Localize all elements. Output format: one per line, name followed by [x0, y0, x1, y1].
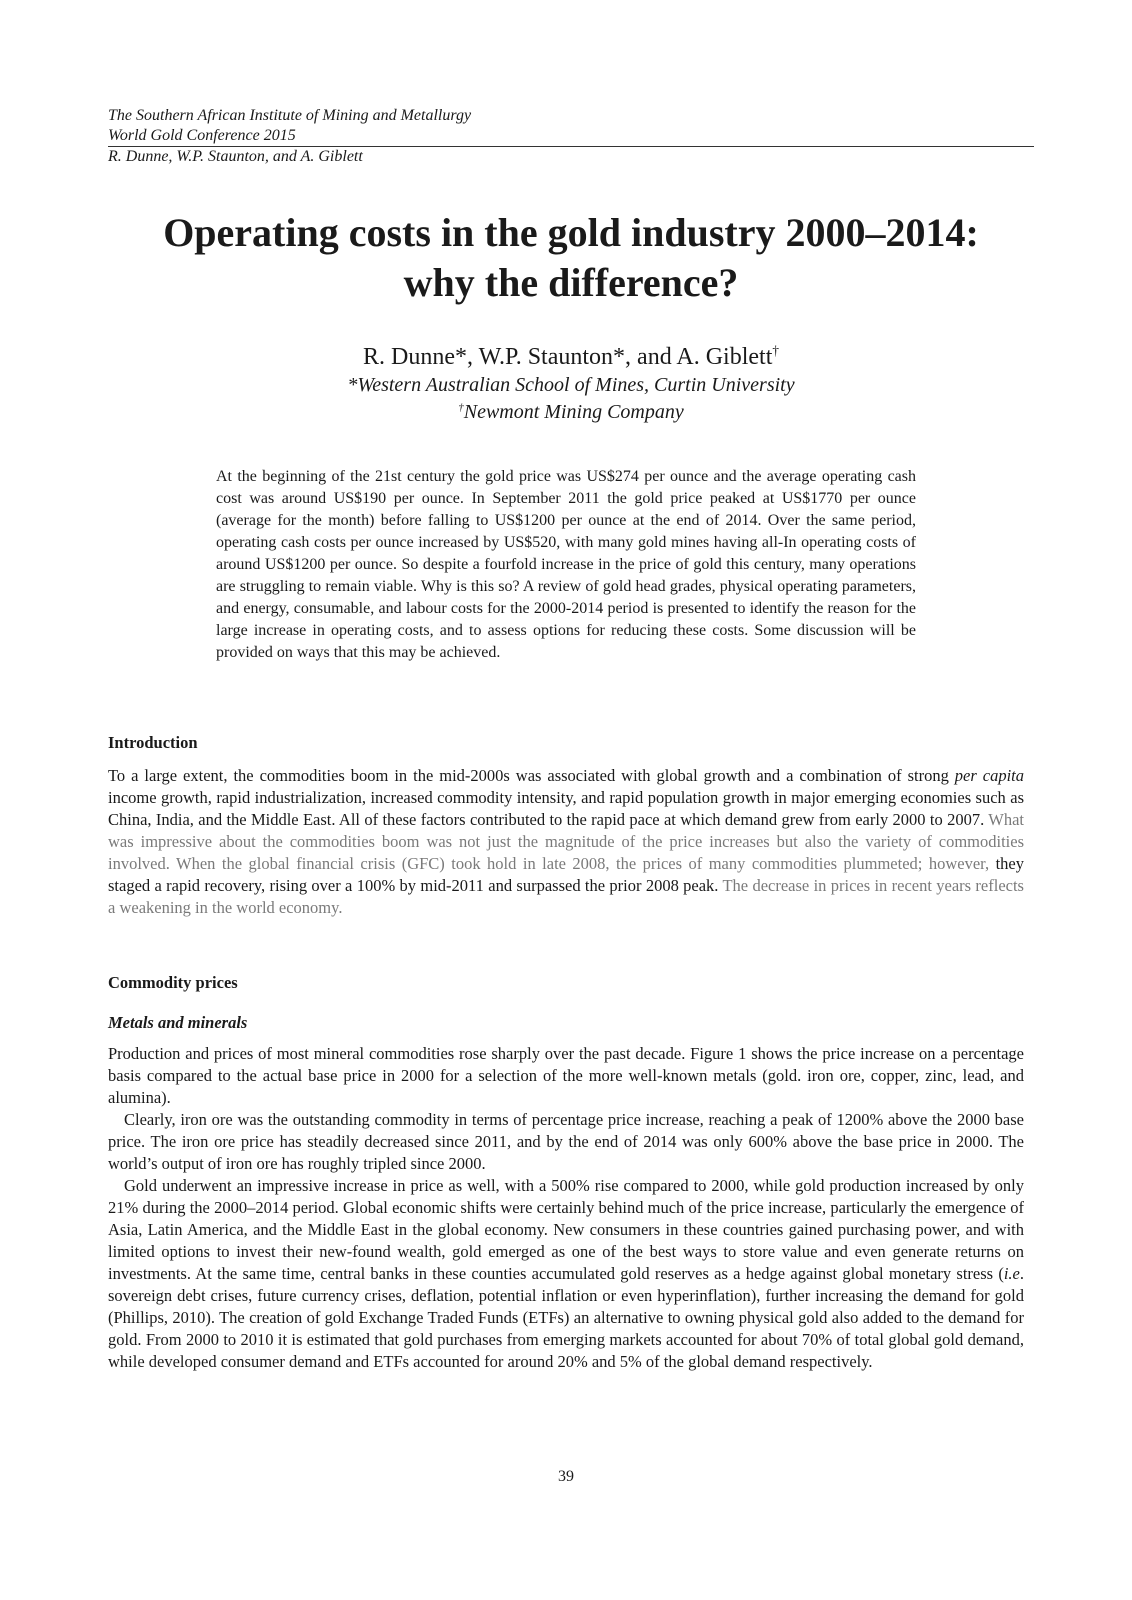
affiliation-2-text: Newmont Mining Company [463, 401, 684, 423]
commodity-prices-section [108, 972, 1024, 1373]
intro-text-b: income growth, rapid industrialization, increased commodity intensity, and rapid population growth in major emerging economies such as China, India, and the Middle East. All of these factors contributed to the rapid pace at which demand grew from early 2000 to 2007. [108, 788, 1024, 829]
author-names-text: R. Dunne*, W.P. Staunton*, and A. Giblett [363, 344, 773, 370]
intro-text-c: they staged a rapid recovery, rising over a 100% by mid-2011 and surpassed the prior 2008 peak. [108, 854, 1024, 895]
page-number: 39 [558, 1468, 574, 1485]
metals-minerals-subheading: Metals and minerals [108, 1013, 248, 1032]
running-header [108, 106, 1034, 167]
conference-organization: The Southern African Institute of Mining and Metallurgy [108, 107, 472, 124]
title-line-2: why the difference? [403, 260, 739, 305]
dagger-mark-affiliation: † [458, 401, 464, 414]
intro-faded-text-1: What was impressive about the commodities boom was not just the magnitude of the price increases but also the variety of commodities involved. When the global financial crisis (GFC) took hold in late 2008, the prices of many commodities plummeted; however, [108, 810, 1024, 873]
conference-name: World Gold Conference 2015 [108, 127, 296, 144]
commodity-p3-text-a: Gold underwent an impressive increase in price as well, with a 500% rise compared to 2000, while gold production increased by only 21% during the 2000–2014 period. Global economic shifts were certainly behind much of the price increase, particularly the emergence of Asia, Latin America, and the Middle East in the global economy. New consumers in these countries gained purchasing power, and with limited options to invest their new-found wealth, gold emerged as one of the best ways to store value and even generate returns on investments. At the same time, central banks in these counties accumulated gold reserves as a hedge against global monetary stress ( [108, 1176, 1024, 1283]
intro-faded-text-2: The decrease in prices in recent years reflects a weakening in the world economy. [108, 876, 1024, 917]
paper-title [108, 208, 1034, 308]
introduction-heading: Introduction [108, 733, 198, 752]
author-block [108, 342, 1034, 426]
dagger-mark: † [772, 343, 779, 358]
running-authors: R. Dunne, W.P. Staunton, and A. Giblett [108, 148, 363, 165]
affiliation-1: *Western Australian School of Mines, Curtin University [347, 374, 795, 396]
affiliation-2 [108, 399, 1034, 426]
intro-text-a: To a large extent, the commodities boom in the mid-2000s was associated with global growth and a combination of strong [108, 766, 955, 785]
author-names [108, 342, 1034, 372]
intro-italic-per-capita: per capita [954, 766, 1024, 785]
commodity-p3-italic-ie: i.e [1003, 1264, 1020, 1283]
commodity-paragraph-1: Production and prices of most mineral commodities rose sharply over the past decade. Figure 1 shows the price increase on a percentage basis compared to the actual base price in 2000 for a selection of the more well-known metals (gold. iron ore, copper, zinc, lead, and alumina). [108, 1044, 1024, 1107]
introduction-paragraph [108, 765, 1024, 919]
commodity-paragraph-3 [108, 1175, 1024, 1373]
commodity-paragraph-2: Clearly, iron ore was the outstanding commodity in terms of percentage price increase, reaching a peak of 1200% above the 2000 base price. The iron ore price has steadily decreased since 2011, and by the end of 2014 was only 600% above the base price in 2000. The world’s output of iron ore has roughly tripled since 2000. [108, 1110, 1024, 1173]
commodity-prices-heading: Commodity prices [108, 973, 238, 992]
title-line-1: Operating costs in the gold industry 2000–2014: [163, 210, 979, 255]
introduction-section [108, 732, 1024, 919]
commodity-p3-text-b: . sovereign debt crises, future currency crises, deflation, potential inflation or even hyperinflation), further increasing the demand for gold (Phillips, 2010). The creation of gold Exchange Traded Funds (ETFs) an alternative to owning physical gold also added to the demand for gold. From 2000 to 2010 it is estimated that gold purchases from emerging markets accounted for about 70% of total global gold demand, while developed consumer demand and ETFs accounted for around 20% and 5% of the global demand respectively. [108, 1264, 1024, 1371]
abstract: At the beginning of the 21st century the gold price was US$274 per ounce and the average operating cash cost was around US$190 per ounce. In September 2011 the gold price peaked at US$1770 per ounce (average for the month) before falling to US$1200 per ounce at the end of 2014. Over the same period, operating cash costs per ounce increased by US$520, with many gold mines having all-In operating costs of around US$1200 per ounce. So despite a fourfold increase in the price of gold this century, many operations are struggling to remain viable. Why is this so? A review of gold head grades, physical operating parameters, and energy, consumable, and labour costs for the 2000-2014 period is presented to identify the reason for the large increase in operating costs, and to assess options for reducing these costs. Some discussion will be provided on ways that this may be achieved. [216, 468, 916, 661]
